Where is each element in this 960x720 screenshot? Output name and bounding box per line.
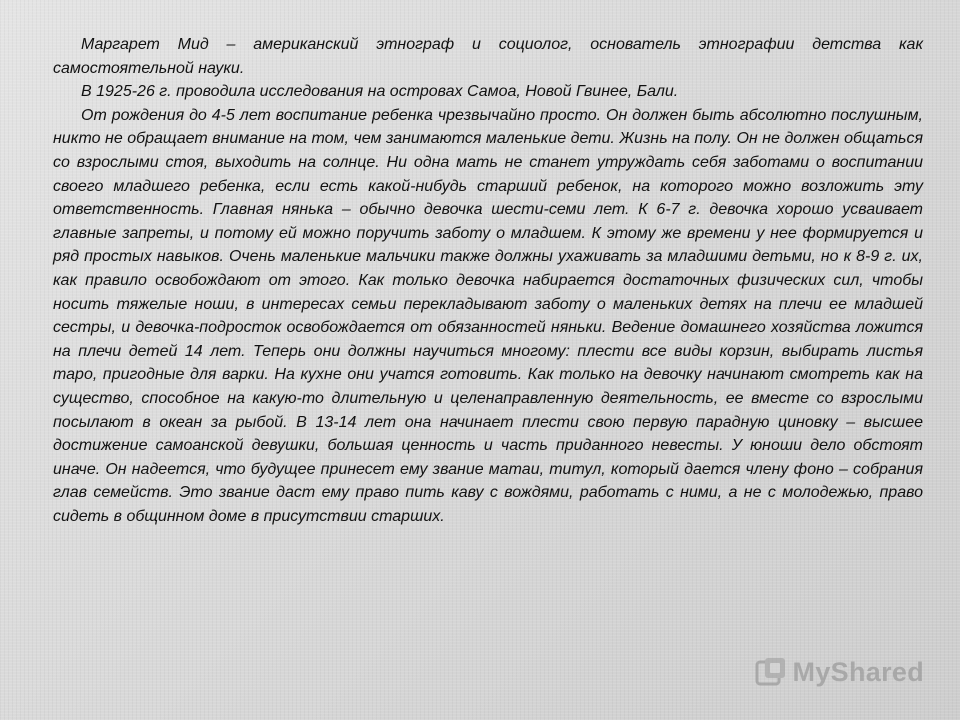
document-body bbox=[53, 33, 923, 528]
watermark-logo bbox=[755, 656, 924, 688]
paragraph-main: От рождения до 4-5 лет воспитание ребенка чрезвычайно просто. Он должен быть абсолютно послушным, никто не обращает внимание на том, чем занимаются маленькие дети. Жизнь на полу. Он не должен общаться со взрослыми стоя, выходить на солнце. Ни одна мать не станет утруждать себя заботами о воспитании своего младшего ребенка, если есть какой-нибудь старший ребенок, на которого можно возложить эту ответственность. Главная нянька – обычно девочка шести-семи лет. К 6-7 г. девочка хорошо усваивает главные запреты, и потому ей можно поручить заботу о младшем. К этому же времени у нее формируется и ряд простых навыков. Очень маленькие мальчики также должны ухаживать за младшими детьми, но к 8-9 г. их, как правило освобождают от этого. Как только девочка набирается достаточных физических сил, чтобы носить тяжелые ноши, в интересах семьи перекладывают заботу о маленьких детях на плечи ее младшей сестры, и девочка-подросток освобождается от обязанностей няньки. Ведение домашнего хозяйства ложится на плечи детей 14 лет. Теперь они должны научиться многому: плести все виды корзин, выбирать листья таро, пригодные для варки. На кухне они учатся готовить. Как только на девочку начинают смотреть как на существо, способное на какую-то длительную и целенаправленную деятельность, ее вместе со взрослыми посылают в океан за рыбой. В 13-14 лет она начинает плести свою первую парадную циновку – высшее достижение самоанской девушки, большая ценность и часть приданного невесты. У юноши дело обстоят иначе. Он надеется, что будущее принесет ему звание матаи, титул, который дается члену фоно – собрания глав семейств. Это звание даст ему право пить каву с вождями, работать с ними, а не с молодежью, право сидеть в общинном доме в присутствии старших. bbox=[53, 106, 923, 525]
myshared-logo-icon bbox=[755, 656, 787, 688]
watermark-text: MyShared bbox=[792, 656, 924, 687]
paragraph-intro: Маргарет Мид – американский этнограф и социолог, основатель этнографии детства как самостоятельной науки. bbox=[53, 36, 923, 77]
paragraph-research: В 1925-26 г. проводила исследования на островах Самоа, Новой Гвинее, Бали. bbox=[81, 83, 679, 101]
